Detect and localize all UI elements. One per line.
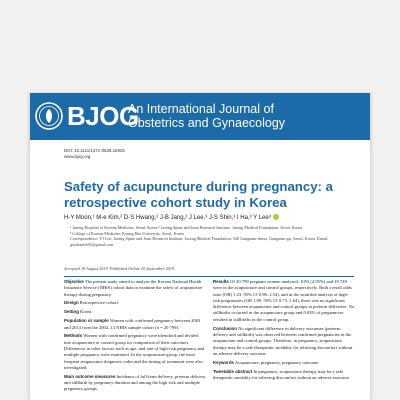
- affiliation-line: ³ College of Korean Medicine, Kyung Hee University, Seoul, Korea: [70, 230, 184, 236]
- author-list: [64, 214, 364, 222]
- tagline-line-1: An International Journal of: [128, 102, 274, 116]
- abstract-section: Design Retrospective cohort.: [64, 300, 120, 306]
- journal-tagline: [128, 102, 285, 130]
- section-divider: [64, 276, 354, 277]
- abstract-section: Conclusion No significant difference in delivery outcomes (preterm delivery and stillbirth) was observed between confirmed pregnancies in the acupuncture and control groups. Therefore, in pregnancy, acupuncture therapy may be a safe therapeutic modality for relieving discomfort without an adverse delivery outcome.: [213, 325, 353, 356]
- article-dates: Accepted 18 August 2019. Published Online 20 September 2019.: [64, 266, 176, 271]
- doi[interactable]: DOI: 10.1111/1471-0528.15925: [64, 148, 125, 153]
- author-names: H-Y Moon,¹ M-e Kim,² D-S Hwang,² J-B Jang,² J Lee,³ J-S Shin,³ I Ha,³ Y Lee³: [64, 215, 271, 221]
- article-meta: [64, 148, 125, 160]
- abstract-column-left: [64, 279, 206, 395]
- journal-site[interactable]: www.bjog.org: [64, 154, 91, 159]
- journal-banner: [30, 93, 370, 140]
- abstract-section: Objective The present study aimed to analyse the Korean National Health Insurance Service (NHIS) cohort data to examine the safety of acupuncture therapy during pregnancy.: [64, 279, 203, 297]
- journal-seal-icon: [35, 102, 63, 130]
- abstract-section: Tweetable abstract In pregnancy, acupuncture therapy may be a safe therapeutic modality for relieving discomfort without an adverse outcome.: [213, 368, 350, 380]
- abstract-section: Keywords Acupuncture, pregnancy, pregnancy outcome.: [213, 359, 320, 365]
- article-page: [30, 93, 370, 400]
- abstract-section: Population or sample Women with confirmed pregnancy between 2003 and 2013 from the 2002–13 NHIS sample cohort (n = 20 799).: [64, 318, 201, 330]
- abstract-section: Results Of 20 799 pregnant women analysed, 1055 (4.95%) and 19 749 were in the acupuncture and control groups, respectively. Both overall odds ratio (OR) 1.23, 95% CI 0.96–1.54), and in the stratified analysis of high-risk pregnancies (OR 1.09, 95% CI 0.73–1.64), there was no significant difference between acupuncture and control groups in preterm deliveries. No stillbirths occurred in the acupuncture group and 0.03% of pregnancies resulted in stillbirths in the control group.: [213, 279, 355, 322]
- journal-logo: BJOG: [67, 101, 139, 131]
- affiliation-line: ¹ Jaseng Hospital of Korean Medicine, Seoul, Korea ² Jaseng Spine and Joint Research Institute, Jaseng Medical Foundation, Seoul, Korea: [70, 225, 303, 230]
- abstract-column-right: [213, 279, 355, 384]
- abstract-section: Main outcome measures Incidence of full-term delivery, preterm delivery and stillbirth by pregnancy duration and among the high-risk and multiple pregnancy groups.: [64, 373, 206, 392]
- tagline-line-2: Obstetrics and Gynaecology: [128, 116, 286, 130]
- article-title: Safety of acupuncture during pregnancy: a retrospective cohort study in Korea: [64, 179, 333, 210]
- abstract-section: Methods Women with confirmed pregnancy were identified and divided into acupuncture or control group for comparison of their outcomes. Differences in other factors such as age, and rate of high-risk pregnancy and multiple pregnancy were examined. In the acupuncture group, the most frequent acupuncture diagnosis codes and the timing of treatment were also investigated.: [64, 333, 205, 370]
- orcid-icon[interactable]: [273, 214, 279, 220]
- abstract-section: Setting Korea.: [64, 309, 93, 315]
- affiliations: [70, 225, 355, 247]
- correspondence: Correspondence: YJ Lee, Jaseng Spine and Joint Research Institute, Jaseng Medical Foundation, 540 Gangnam-daero, Gangnam-gu, Seoul, Korea. Email: goodsmile81@gmail.com: [70, 236, 329, 247]
